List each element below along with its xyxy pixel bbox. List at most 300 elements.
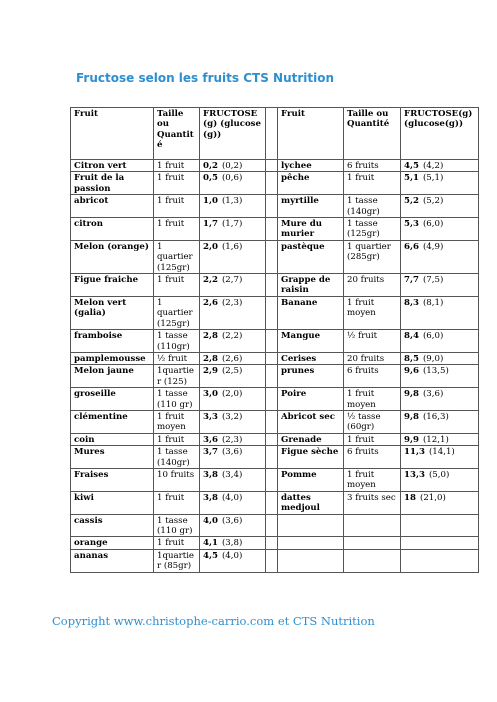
size-value: 1 quartier (125gr) [157, 241, 193, 273]
fructose-cell-right [401, 549, 479, 572]
glucose-value: (2,3) [221, 297, 243, 308]
size-cell [154, 388, 200, 411]
fructose-cell-right [401, 410, 479, 433]
size-cell [154, 537, 200, 549]
fruit-cell [71, 160, 154, 172]
glucose-value: (5,0) [428, 469, 450, 480]
fruit-name: dattes medjoul [281, 492, 320, 514]
table-row [71, 388, 479, 411]
size-cell [154, 172, 200, 195]
table-row [71, 549, 479, 572]
column-separator [266, 108, 278, 160]
fruit-cell-right [278, 352, 344, 364]
fruit-cell-right [278, 433, 344, 445]
fruit-cell [71, 537, 154, 549]
table-row [71, 330, 479, 353]
fructose-value: 5,1 [404, 173, 419, 184]
table-row [71, 491, 479, 514]
glucose-value: (2,7) [221, 275, 243, 286]
size-value: 6 fruits [347, 161, 379, 171]
glucose-value: (8,1) [422, 297, 444, 308]
fructose-value: 3,8 [203, 469, 218, 480]
fructose-cell [200, 491, 266, 514]
size-cell [154, 491, 200, 514]
fruit-cell-right [278, 410, 344, 433]
size-cell [154, 365, 200, 388]
size-value: 1 fruit [347, 434, 375, 445]
table-row [71, 446, 479, 469]
size-cell [154, 549, 200, 572]
fruit-name: Melon (orange) [74, 241, 149, 252]
fructose-cell-right [401, 365, 479, 388]
table-row [71, 172, 479, 195]
size-cell [154, 514, 200, 537]
size-value: 1 fruit [157, 434, 185, 445]
table-row [71, 240, 479, 273]
column-separator [266, 433, 278, 445]
page-title: Fructose selon les fruits CTS Nutrition [76, 71, 335, 85]
glucose-value: (14,1) [428, 447, 455, 458]
header-fructose: FRUCTOSE (g) (glucose (g)) [200, 108, 266, 160]
fructose-cell [200, 274, 266, 297]
copyright-footer: Copyright www.christophe-carrio.com et CTS Nutrition [52, 614, 375, 628]
fructose-value: 3,8 [203, 492, 218, 503]
fruit-cell [71, 352, 154, 364]
size-value: 1 fruit moyen [157, 411, 186, 433]
fructose-cell [200, 468, 266, 491]
fruit-cell-right [278, 240, 344, 273]
fructose-cell [200, 352, 266, 364]
size-cell-right [344, 240, 401, 273]
size-cell-right [344, 491, 401, 514]
fruit-name: ananas [74, 550, 109, 561]
fruit-cell-right [278, 296, 344, 329]
table-row [71, 296, 479, 329]
fructose-cell [200, 330, 266, 353]
table-row [71, 195, 479, 218]
fructose-cell-right [401, 195, 479, 218]
header-taille: Taille ou Quantit é [154, 108, 200, 160]
fructose-value: 2,8 [203, 353, 218, 364]
fruit-cell-right [278, 274, 344, 297]
size-value: 1 fruit [157, 492, 185, 503]
fruit-cell-right [278, 549, 344, 572]
size-value: 1 fruit [157, 161, 185, 171]
size-value: 1 tasse (125gr) [347, 219, 380, 240]
glucose-value: (3,2) [221, 411, 243, 422]
column-separator [266, 388, 278, 411]
fruit-name: Melon jaune [74, 366, 134, 377]
table-row [71, 537, 479, 549]
size-value: 1 fruit [157, 275, 185, 286]
fruit-cell [71, 296, 154, 329]
fruit-name: citron [74, 219, 103, 230]
fructose-cell-right [401, 446, 479, 469]
fruit-name: Figue sèche [281, 447, 339, 458]
size-value: 1 tasse (110 gr) [157, 515, 193, 536]
fructose-value: 7,7 [404, 275, 419, 286]
size-value: 20 fruits [347, 275, 385, 286]
size-value: ½ fruit [347, 331, 378, 342]
column-separator [266, 549, 278, 572]
header-fructose-right: FRUCTOSE(g) (glucose(g)) [401, 108, 479, 160]
fructose-cell-right [401, 296, 479, 329]
fruit-cell [71, 218, 154, 241]
glucose-value: (1,7) [221, 219, 243, 230]
fruit-name: Citron vert [74, 161, 127, 171]
glucose-value: (4,0) [221, 550, 243, 561]
size-value: 3 fruits sec [347, 492, 396, 503]
fructose-value: 2,8 [203, 331, 218, 342]
fructose-cell-right [401, 160, 479, 172]
table-row [71, 365, 479, 388]
glucose-value: (0,2) [221, 161, 243, 171]
size-value: ½ tasse (60gr) [347, 411, 381, 433]
fructose-cell [200, 388, 266, 411]
size-cell-right [344, 274, 401, 297]
fructose-value: 2,0 [203, 241, 218, 252]
fructose-value: 2,6 [203, 297, 218, 308]
column-separator [266, 240, 278, 273]
fruit-cell-right [278, 491, 344, 514]
fruit-name: pastèque [281, 241, 325, 252]
size-cell-right [344, 410, 401, 433]
fruit-name: Fraises [74, 469, 109, 480]
fructose-value: 3,0 [203, 389, 218, 400]
fructose-cell-right [401, 433, 479, 445]
fruit-cell [71, 433, 154, 445]
size-value: 1 fruit [347, 173, 375, 184]
fruit-name: Mures [74, 447, 105, 458]
size-cell [154, 410, 200, 433]
size-cell-right [344, 172, 401, 195]
fructose-cell [200, 195, 266, 218]
column-separator [266, 274, 278, 297]
header-taille-right: Taille ou Quantité [344, 108, 401, 160]
fructose-cell [200, 240, 266, 273]
fructose-value: 8,5 [404, 353, 419, 364]
glucose-value: (21,0) [419, 492, 446, 503]
table-row [71, 410, 479, 433]
size-value: 10 fruits [157, 469, 195, 480]
column-separator [266, 365, 278, 388]
fructose-cell [200, 549, 266, 572]
size-cell [154, 330, 200, 353]
fructose-cell [200, 365, 266, 388]
fruit-name: pêche [281, 173, 310, 184]
fructose-value: 5,2 [404, 196, 419, 207]
fruit-name: pamplemousse [74, 353, 146, 364]
size-value: 1 quartier (285gr) [347, 241, 391, 263]
fruit-name: Figue fraiche [74, 275, 139, 286]
table-row [71, 352, 479, 364]
fructose-cell-right [401, 218, 479, 241]
fructose-cell [200, 410, 266, 433]
size-value: 1 fruit moyen [347, 389, 376, 410]
fruit-cell [71, 195, 154, 218]
size-value: 1quartie r (85gr) [157, 550, 195, 572]
size-value: 1 fruit [157, 173, 185, 184]
fructose-cell-right [401, 388, 479, 411]
fruit-name: orange [74, 538, 108, 549]
fruit-cell [71, 549, 154, 572]
fruit-cell [71, 410, 154, 433]
fruit-name: Grappe de raisin [281, 275, 331, 296]
glucose-value: (3,6) [221, 447, 243, 458]
size-value: 1 fruit [157, 196, 185, 207]
column-separator [266, 330, 278, 353]
fructose-cell [200, 514, 266, 537]
glucose-value: (4,9) [422, 241, 444, 252]
size-value: 6 fruits [347, 366, 379, 377]
fructose-value: 9,8 [404, 389, 419, 400]
size-cell-right [344, 195, 401, 218]
fructose-cell-right [401, 172, 479, 195]
size-cell [154, 296, 200, 329]
fruit-cell-right [278, 330, 344, 353]
fructose-value: 0,2 [203, 161, 218, 171]
size-value: 1quartie r (125) [157, 366, 195, 387]
size-cell [154, 352, 200, 364]
fruit-cell-right [278, 218, 344, 241]
size-cell [154, 240, 200, 273]
fructose-cell-right [401, 240, 479, 273]
fruit-name: framboise [74, 331, 123, 342]
glucose-value: (13,5) [422, 366, 449, 377]
size-value: 6 fruits [347, 447, 379, 458]
column-separator [266, 195, 278, 218]
size-cell-right [344, 433, 401, 445]
size-value: 1 fruit moyen [347, 297, 376, 319]
glucose-value: (2,6) [221, 353, 243, 364]
table-row [71, 514, 479, 537]
fructose-value: 4,1 [203, 538, 218, 549]
fructose-value: 11,3 [404, 447, 425, 458]
fructose-value: 2,2 [203, 275, 218, 286]
size-cell-right [344, 446, 401, 469]
size-value: 1 fruit moyen [347, 469, 376, 491]
size-cell [154, 446, 200, 469]
glucose-value: (3,6) [221, 515, 243, 526]
fruit-cell-right [278, 172, 344, 195]
fructose-cell [200, 160, 266, 172]
size-cell-right [344, 514, 401, 537]
fructose-value: 5,3 [404, 219, 419, 230]
fructose-value: 0,5 [203, 173, 218, 184]
fruit-name: Pomme [281, 469, 317, 480]
glucose-value: (16,3) [422, 411, 449, 422]
fruit-cell-right [278, 388, 344, 411]
fructose-cell-right [401, 468, 479, 491]
fruit-cell-right [278, 468, 344, 491]
column-separator [266, 352, 278, 364]
size-cell-right [344, 352, 401, 364]
header-fruit-right: Fruit [278, 108, 344, 160]
size-cell-right [344, 388, 401, 411]
fructose-value: 3,6 [203, 434, 218, 445]
fructose-cell-right [401, 352, 479, 364]
fructose-value: 9,9 [404, 434, 419, 445]
fruit-name: Grenade [281, 434, 322, 445]
size-cell [154, 468, 200, 491]
fruit-name: Fruit de la passion [74, 173, 125, 194]
column-separator [266, 491, 278, 514]
size-cell-right [344, 365, 401, 388]
fruit-cell-right [278, 160, 344, 172]
fruit-name: Mure du murier [281, 219, 323, 240]
fructose-table [70, 107, 479, 573]
fructose-cell [200, 433, 266, 445]
fruit-cell [71, 330, 154, 353]
glucose-value: (1,6) [221, 241, 243, 252]
column-separator [266, 446, 278, 469]
fructose-value: 2,9 [203, 366, 218, 377]
size-value: 1 tasse (140gr) [157, 447, 190, 468]
fruit-cell [71, 514, 154, 537]
size-cell-right [344, 549, 401, 572]
column-separator [266, 296, 278, 329]
glucose-value: (5,2) [422, 196, 444, 207]
fructose-cell-right [401, 514, 479, 537]
glucose-value: (3,8) [221, 538, 243, 549]
size-cell-right [344, 537, 401, 549]
size-cell [154, 274, 200, 297]
fructose-value: 9,8 [404, 411, 419, 422]
fruit-name: myrtille [281, 196, 319, 207]
header-fruit: Fruit [71, 108, 154, 160]
fructose-cell [200, 172, 266, 195]
fructose-cell [200, 446, 266, 469]
fructose-value: 1,7 [203, 219, 218, 230]
table-row [71, 433, 479, 445]
fructose-cell-right [401, 330, 479, 353]
glucose-value: (0,6) [221, 173, 243, 184]
size-value: 1 tasse (110gr) [157, 331, 190, 352]
fruit-cell-right [278, 365, 344, 388]
fruit-cell [71, 468, 154, 491]
glucose-value: (3,6) [422, 389, 444, 400]
fruit-name: Banane [281, 297, 318, 308]
size-value: 1 fruit [157, 219, 185, 230]
size-value: 1 quartier (125gr) [157, 297, 193, 329]
glucose-value: (2,2) [221, 331, 243, 342]
fruit-cell [71, 365, 154, 388]
fructose-cell-right [401, 537, 479, 549]
fruit-cell-right [278, 446, 344, 469]
glucose-value: (4,0) [221, 492, 243, 503]
fructose-value: 1,0 [203, 196, 218, 207]
glucose-value: (2,3) [221, 434, 243, 445]
table-row [71, 468, 479, 491]
glucose-value: (12,1) [422, 434, 449, 445]
fructose-cell [200, 296, 266, 329]
fructose-cell-right [401, 274, 479, 297]
size-cell [154, 195, 200, 218]
fructose-value: 8,4 [404, 331, 419, 342]
glucose-value: (1,3) [221, 196, 243, 207]
column-separator [266, 410, 278, 433]
fruit-name: prunes [281, 366, 315, 377]
size-cell [154, 218, 200, 241]
fruit-name: kiwi [74, 492, 94, 503]
table-row [71, 274, 479, 297]
fruit-name: cassis [74, 515, 103, 526]
fruit-cell-right [278, 195, 344, 218]
fructose-value: 4,5 [203, 550, 218, 561]
fruit-name: Mangue [281, 331, 321, 342]
fructose-cell [200, 537, 266, 549]
size-value: 1 tasse (140gr) [347, 196, 380, 217]
fructose-value: 13,3 [404, 469, 425, 480]
table-row [71, 160, 479, 172]
fructose-value: 4,0 [203, 515, 218, 526]
size-cell-right [344, 296, 401, 329]
table-header-row [71, 108, 479, 160]
glucose-value: (9,0) [422, 353, 444, 364]
fructose-value: 6,6 [404, 241, 419, 252]
column-separator [266, 218, 278, 241]
fructose-value: 18 [404, 492, 416, 503]
column-separator [266, 160, 278, 172]
size-cell-right [344, 218, 401, 241]
glucose-value: (5,1) [422, 173, 444, 184]
glucose-value: (2,5) [221, 366, 243, 377]
size-value: ½ fruit [157, 353, 188, 364]
fruit-cell-right [278, 537, 344, 549]
glucose-value: (6,0) [422, 219, 444, 230]
column-separator [266, 172, 278, 195]
fruit-name: coin [74, 434, 95, 445]
glucose-value: (6,0) [422, 331, 444, 342]
fruit-name: Melon vert (galia) [74, 297, 127, 319]
size-value: 20 fruits [347, 353, 385, 364]
fructose-value: 8,3 [404, 297, 419, 308]
fructose-value: 3,7 [203, 447, 218, 458]
fruit-name: Poire [281, 389, 307, 400]
table-row [71, 218, 479, 241]
glucose-value: (3,4) [221, 469, 243, 480]
fruit-cell-right [278, 514, 344, 537]
fruit-name: groseille [74, 389, 116, 400]
size-value: 1 tasse (110 gr) [157, 389, 193, 410]
glucose-value: (7,5) [422, 275, 444, 286]
size-value: 1 fruit [157, 538, 185, 549]
fruit-cell [71, 446, 154, 469]
size-cell-right [344, 468, 401, 491]
fruit-name: clémentine [74, 411, 128, 422]
fruit-name: abricot [74, 196, 109, 207]
size-cell-right [344, 160, 401, 172]
fructose-cell [200, 218, 266, 241]
fruit-cell [71, 172, 154, 195]
fructose-value: 3,3 [203, 411, 218, 422]
fruit-cell [71, 388, 154, 411]
fruit-cell [71, 240, 154, 273]
fruit-name: lychee [281, 161, 312, 171]
fruit-name: Abricot sec [281, 411, 335, 422]
size-cell-right [344, 330, 401, 353]
size-cell [154, 160, 200, 172]
glucose-value: (2,0) [221, 389, 243, 400]
fructose-value: 9,6 [404, 366, 419, 377]
fruit-cell [71, 274, 154, 297]
glucose-value: (4,2) [422, 161, 444, 171]
fruit-cell [71, 491, 154, 514]
column-separator [266, 514, 278, 537]
size-cell [154, 433, 200, 445]
column-separator [266, 468, 278, 491]
fructose-cell-right [401, 491, 479, 514]
